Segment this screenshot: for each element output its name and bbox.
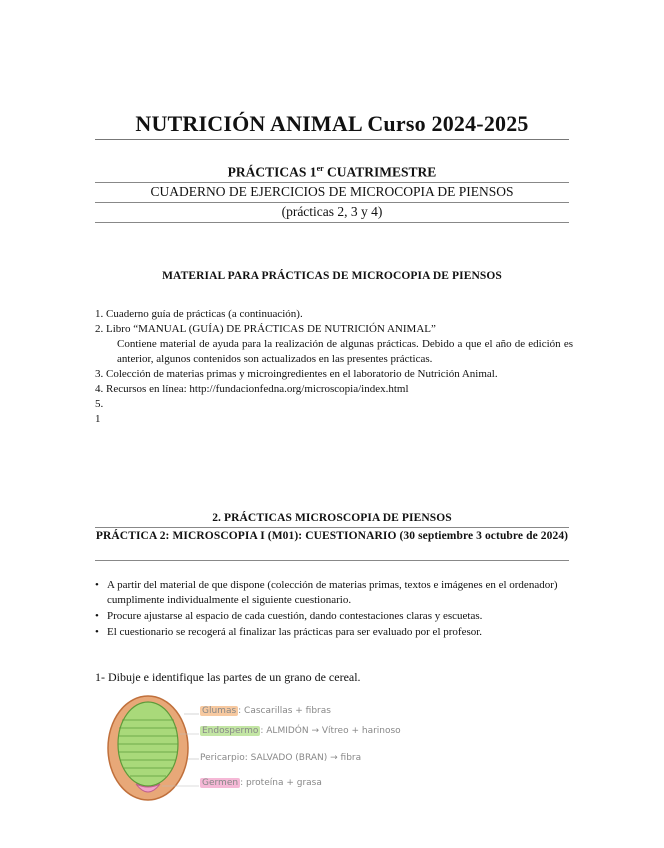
practicas-label: PRÁCTICAS 1 [227, 164, 317, 180]
section2-title: 2. PRÁCTICAS MICROSCOPIA DE PIENSOS [212, 512, 452, 524]
label-glumas-key: Glumas [202, 706, 237, 716]
subhead-rule-3 [95, 222, 569, 223]
practicas-sup: er [316, 164, 324, 173]
question-1: 1- Dibuje e identifique las partes de un grano de cereal. [95, 670, 361, 684]
material-list [95, 307, 573, 427]
subhead-rule-1 [95, 182, 569, 183]
label-pericarpio: Pericarpio: SALVADO (BRAN) → fibra [200, 753, 362, 763]
bullet-icon: • [95, 626, 99, 638]
practice2-title: PRÁCTICA 2: MICROSCOPIA I (M01): CUESTIONARIO (30 septiembre 3 octubre de 2024) [95, 530, 569, 542]
document-title: NUTRICIÓN ANIMAL Curso 2024-2025 [135, 111, 529, 136]
bullet-item [95, 625, 573, 640]
section2-rule-1 [95, 527, 569, 528]
list-item-note: Contiene material de ayuda para la realización de algunas prácticas. Debido a que el año de edición es anterior, algunos contenidos son actualizados en las presentes prácticas. [117, 338, 573, 365]
list-item: 3. Colección de materias primas y microingredientes en el laboratorio de Nutrición Animal. [95, 368, 498, 380]
list-item: 2. Libro “MANUAL (GUÍA) DE PRÁCTICAS DE NUTRICIÓN ANIMAL” [95, 323, 436, 335]
label-glumas [200, 706, 331, 716]
label-germen-text: : proteína + grasa [240, 778, 322, 788]
cereal-grain-drawing [100, 692, 210, 804]
bullet-item [95, 609, 573, 624]
label-endosperm-text: : ALMIDÓN → Vítreo + harinoso [260, 726, 401, 736]
bullet-icon: • [95, 579, 99, 591]
list-item-link[interactable]: 4. Recursos en línea: http://fundacionfedna.org/microscopia/index.html [95, 383, 409, 395]
practicas-numbers: (prácticas 2, 3 y 4) [281, 204, 383, 219]
bullet-icon: • [95, 610, 99, 622]
list-item: 5. [95, 398, 104, 410]
cereal-grain-figure [100, 692, 490, 804]
list-item: 1 [95, 413, 101, 425]
label-germen [200, 778, 322, 788]
section2-rule-2 [95, 560, 569, 561]
title-rule [95, 139, 569, 140]
material-title: MATERIAL PARA PRÁCTICAS DE MICROCOPIA DE PIENSOS [162, 270, 502, 282]
subhead-rule-2 [95, 202, 569, 203]
cuaderno-title: CUADERNO DE EJERCICIOS DE MICROCOPIA DE PIENSOS [150, 184, 514, 199]
list-item: 1. Cuaderno guía de prácticas (a continuación). [95, 308, 303, 320]
instructions-list [95, 578, 573, 641]
label-endosperm-key: Endospermo [202, 726, 259, 736]
practicas-heading [95, 164, 569, 181]
bullet-text: El cuestionario se recogerá al finalizar las prácticas para ser evaluado por el profesor. [107, 626, 483, 638]
bullet-item [95, 578, 573, 608]
label-endosperm [200, 726, 401, 736]
label-germen-key: Germen [202, 778, 239, 788]
bullet-text: Procure ajustarse al espacio de cada cuestión, dando contestaciones claras y escuetas. [107, 610, 483, 622]
practicas-rest: CUATRIMESTRE [323, 164, 437, 180]
bullet-text: A partir del material de que dispone (colección de materias primas, textos e imágenes en el ordenador) cumplimente individualmente el siguiente cuestionario. [107, 579, 558, 606]
label-glumas-text: : Cascarillas + fibras [238, 706, 331, 716]
